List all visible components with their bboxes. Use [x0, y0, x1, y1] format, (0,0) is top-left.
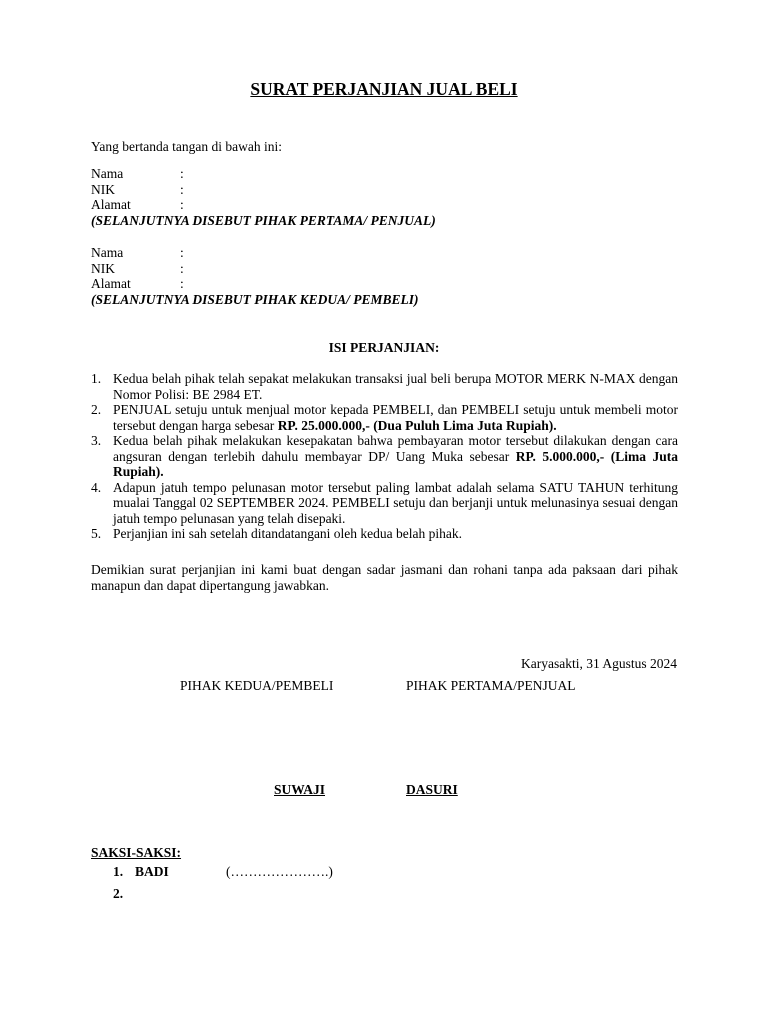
agreement-item	[91, 433, 678, 480]
party-two-address-colon: :	[180, 276, 184, 291]
party-two-nik-colon: :	[180, 261, 184, 276]
party-one-name-label: Nama	[91, 166, 124, 181]
witnesses-heading: SAKSI-SAKSI:	[91, 845, 182, 860]
agreement-item	[91, 371, 678, 402]
party-one-nik-label: NIK	[91, 182, 115, 197]
place-date: Karyasakti, 31 Agustus 2024	[521, 656, 677, 671]
item-text: Kedua belah pihak telah sepakat melakukan transaksi jual beli berupa MOTOR MERK N-MAX dengan Nomor Polisi: BE 2984 ET.	[113, 371, 678, 402]
item-text: Adapun jatuh tempo pelunasan motor tersebut paling lambat adalah selama SATU TAHUN terhitung mualai Tanggal 02 SEPTEMBER 2024. PEMBELI setuju dan berjanji untuk melunasinya sesuai dengan jatuh tempo pelunasan yang telah disepaki.	[113, 479, 678, 526]
party-one-address-colon: :	[180, 197, 184, 212]
buyer-signature-label: PIHAK KEDUA/PEMBELI	[180, 678, 334, 693]
party-two-nik-label: NIK	[91, 261, 115, 276]
document-title: SURAT PERJANJIAN JUAL BELI	[250, 79, 518, 99]
intro-text: Yang bertanda tangan di bawah ini:	[91, 139, 282, 154]
witness-signature-line: (………………….)	[226, 864, 333, 879]
agreement-items	[91, 371, 678, 542]
seller-signature-label: PIHAK PERTAMA/PENJUAL	[406, 678, 576, 693]
party-one-caption: (SELANJUTNYA DISEBUT PIHAK PERTAMA/ PENJUAL)	[91, 213, 436, 228]
item-text: Kedua belah pihak melakukan kesepakatan bahwa pembayaran motor tersebut dilakukan dengan cara angsuran dengan terlebih dahulu membayar DP/ Uang Muka sebesar	[113, 433, 678, 464]
party-one-address-label: Alamat	[91, 197, 131, 212]
item-number: 5.	[91, 526, 102, 541]
buyer-name: SUWAJI	[274, 782, 326, 797]
item-number: 3.	[91, 433, 102, 448]
item-price: RP. 25.000.000,- (Dua Puluh Lima Juta Rupiah).	[277, 417, 557, 433]
item-number: 4.	[91, 479, 102, 495]
party-two-name-label: Nama	[91, 245, 124, 260]
witness-number: 1.	[113, 864, 124, 879]
item-text: Perjanjian ini sah setelah ditandatangani oleh kedua belah pihak.	[113, 526, 463, 541]
witness-name: BADI	[135, 864, 169, 879]
agreement-item	[91, 402, 678, 433]
closing-paragraph: Demikian surat perjanjian ini kami buat dengan sadar jasmani dan rohani tanpa ada paksaan dari pihak manapun dan dapat dipertangung jawabkan.	[91, 562, 678, 593]
party-one-nik-colon: :	[180, 182, 184, 197]
agreement-item	[91, 526, 678, 542]
section-heading: ISI PERJANJIAN:	[328, 340, 440, 355]
item-number: 2.	[91, 402, 102, 417]
seller-name: DASURI	[406, 782, 458, 797]
item-text: PENJUAL setuju untuk menjual motor kepada PEMBELI, dan PEMBELI setuju untuk membeli motor tersebut dengan harga sebesar	[113, 402, 678, 433]
party-two-address-label: Alamat	[91, 276, 131, 291]
witness-number: 2.	[113, 886, 124, 901]
item-down-payment: RP. 5.000.000,- (Lima Juta Rupiah).	[113, 448, 678, 479]
party-two-caption: (SELANJUTNYA DISEBUT PIHAK KEDUA/ PEMBELI)	[91, 292, 419, 307]
party-one-name-colon: :	[180, 166, 184, 181]
item-number: 1.	[91, 371, 102, 386]
party-two-name-colon: :	[180, 245, 184, 260]
agreement-item	[91, 480, 678, 527]
